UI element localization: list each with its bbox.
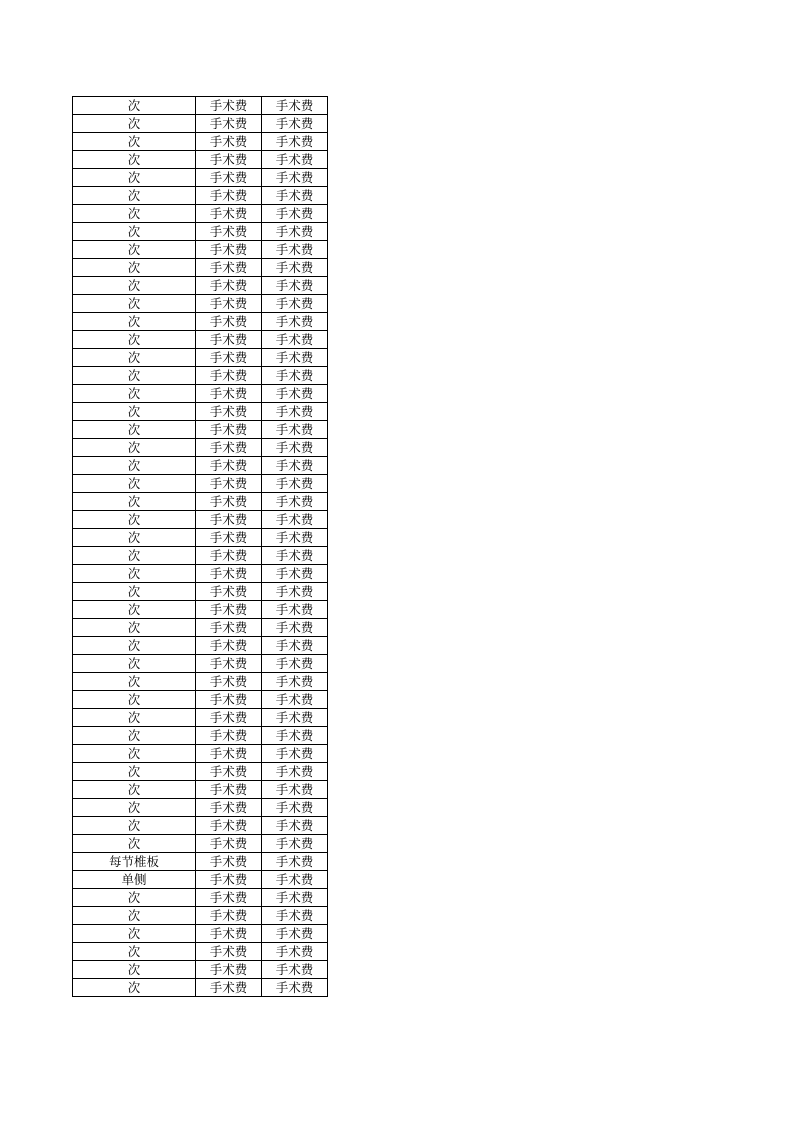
unit-cell: 次	[73, 619, 196, 637]
table-row	[73, 709, 328, 727]
fee-type-cell: 手术费	[262, 187, 328, 205]
unit-cell: 次	[73, 889, 196, 907]
unit-cell: 次	[73, 511, 196, 529]
unit-cell: 次	[73, 331, 196, 349]
unit-cell: 次	[73, 115, 196, 133]
fee-type-cell: 手术费	[262, 835, 328, 853]
fee-category-cell: 手术费	[196, 97, 262, 115]
unit-cell: 次	[73, 637, 196, 655]
fee-category-cell: 手术费	[196, 637, 262, 655]
fee-type-cell: 手术费	[262, 583, 328, 601]
table-row	[73, 277, 328, 295]
fee-category-cell: 手术费	[196, 529, 262, 547]
unit-cell: 次	[73, 979, 196, 997]
fee-type-cell: 手术费	[262, 871, 328, 889]
fee-category-cell: 手术费	[196, 241, 262, 259]
unit-cell: 次	[73, 817, 196, 835]
unit-cell: 次	[73, 457, 196, 475]
table-row	[73, 457, 328, 475]
unit-cell: 次	[73, 691, 196, 709]
table-row	[73, 313, 328, 331]
table-row	[73, 241, 328, 259]
fee-type-cell: 手术费	[262, 313, 328, 331]
fee-table-body	[73, 97, 328, 997]
unit-cell: 次	[73, 799, 196, 817]
table-row	[73, 781, 328, 799]
fee-category-cell: 手术费	[196, 493, 262, 511]
table-row	[73, 115, 328, 133]
unit-cell: 次	[73, 745, 196, 763]
unit-cell: 次	[73, 601, 196, 619]
unit-cell: 次	[73, 529, 196, 547]
table-row	[73, 493, 328, 511]
unit-cell: 每节椎板	[73, 853, 196, 871]
fee-category-cell: 手术费	[196, 115, 262, 133]
table-row	[73, 385, 328, 403]
fee-category-cell: 手术费	[196, 151, 262, 169]
fee-category-cell: 手术费	[196, 745, 262, 763]
table-row	[73, 853, 328, 871]
table-row	[73, 133, 328, 151]
fee-type-cell: 手术费	[262, 169, 328, 187]
unit-cell: 次	[73, 97, 196, 115]
unit-cell: 次	[73, 925, 196, 943]
table-row	[73, 961, 328, 979]
fee-type-cell: 手术费	[262, 673, 328, 691]
fee-type-cell: 手术费	[262, 547, 328, 565]
unit-cell: 次	[73, 151, 196, 169]
fee-category-cell: 手术费	[196, 565, 262, 583]
fee-type-cell: 手术费	[262, 799, 328, 817]
fee-type-cell: 手术费	[262, 907, 328, 925]
unit-cell: 次	[73, 259, 196, 277]
fee-type-cell: 手术费	[262, 925, 328, 943]
unit-cell: 次	[73, 277, 196, 295]
fee-type-cell: 手术费	[262, 565, 328, 583]
fee-type-cell: 手术费	[262, 961, 328, 979]
unit-cell: 次	[73, 547, 196, 565]
unit-cell: 次	[73, 187, 196, 205]
fee-category-cell: 手术费	[196, 349, 262, 367]
unit-cell: 次	[73, 313, 196, 331]
fee-type-cell: 手术费	[262, 763, 328, 781]
fee-type-cell: 手术费	[262, 475, 328, 493]
fee-type-cell: 手术费	[262, 817, 328, 835]
fee-category-cell: 手术费	[196, 709, 262, 727]
fee-category-cell: 手术费	[196, 835, 262, 853]
fee-type-cell: 手术费	[262, 259, 328, 277]
unit-cell: 次	[73, 763, 196, 781]
fee-category-cell: 手术费	[196, 781, 262, 799]
fee-type-cell: 手术费	[262, 439, 328, 457]
fee-type-cell: 手术费	[262, 979, 328, 997]
fee-category-cell: 手术费	[196, 367, 262, 385]
fee-category-cell: 手术费	[196, 619, 262, 637]
fee-type-cell: 手术费	[262, 853, 328, 871]
table-row	[73, 619, 328, 637]
fee-type-cell: 手术费	[262, 709, 328, 727]
unit-cell: 次	[73, 241, 196, 259]
fee-type-cell: 手术费	[262, 241, 328, 259]
fee-category-cell: 手术费	[196, 943, 262, 961]
fee-type-cell: 手术费	[262, 331, 328, 349]
unit-cell: 次	[73, 169, 196, 187]
fee-category-cell: 手术费	[196, 763, 262, 781]
table-row	[73, 295, 328, 313]
fee-category-cell: 手术费	[196, 475, 262, 493]
fee-type-cell: 手术费	[262, 457, 328, 475]
unit-cell: 次	[73, 727, 196, 745]
table-row	[73, 367, 328, 385]
unit-cell: 次	[73, 385, 196, 403]
fee-category-cell: 手术费	[196, 691, 262, 709]
unit-cell: 次	[73, 475, 196, 493]
table-row	[73, 745, 328, 763]
unit-cell: 次	[73, 349, 196, 367]
table-row	[73, 169, 328, 187]
fee-type-cell: 手术费	[262, 205, 328, 223]
fee-category-cell: 手术费	[196, 547, 262, 565]
table-row	[73, 529, 328, 547]
fee-type-cell: 手术费	[262, 349, 328, 367]
table-row	[73, 439, 328, 457]
fee-category-cell: 手术费	[196, 871, 262, 889]
fee-category-cell: 手术费	[196, 673, 262, 691]
fee-type-cell: 手术费	[262, 691, 328, 709]
fee-category-cell: 手术费	[196, 727, 262, 745]
table-row	[73, 871, 328, 889]
fee-category-cell: 手术费	[196, 799, 262, 817]
fee-category-cell: 手术费	[196, 925, 262, 943]
fee-type-cell: 手术费	[262, 727, 328, 745]
table-row	[73, 205, 328, 223]
fee-type-cell: 手术费	[262, 655, 328, 673]
table-row	[73, 349, 328, 367]
table-row	[73, 655, 328, 673]
table-row	[73, 259, 328, 277]
unit-cell: 次	[73, 781, 196, 799]
fee-type-cell: 手术费	[262, 367, 328, 385]
fee-category-cell: 手术费	[196, 457, 262, 475]
unit-cell: 单侧	[73, 871, 196, 889]
table-row	[73, 511, 328, 529]
table-row	[73, 331, 328, 349]
fee-category-cell: 手术费	[196, 439, 262, 457]
table-row	[73, 817, 328, 835]
fee-type-cell: 手术费	[262, 511, 328, 529]
table-row	[73, 565, 328, 583]
table-row	[73, 763, 328, 781]
table-row	[73, 673, 328, 691]
fee-type-cell: 手术费	[262, 493, 328, 511]
table-row	[73, 583, 328, 601]
unit-cell: 次	[73, 205, 196, 223]
fee-category-cell: 手术费	[196, 511, 262, 529]
fee-category-cell: 手术费	[196, 259, 262, 277]
unit-cell: 次	[73, 223, 196, 241]
unit-cell: 次	[73, 907, 196, 925]
fee-category-cell: 手术费	[196, 331, 262, 349]
fee-category-cell: 手术费	[196, 889, 262, 907]
table-row	[73, 889, 328, 907]
unit-cell: 次	[73, 583, 196, 601]
fee-category-cell: 手术费	[196, 961, 262, 979]
unit-cell: 次	[73, 133, 196, 151]
table-row	[73, 223, 328, 241]
table-row	[73, 475, 328, 493]
fee-category-cell: 手术费	[196, 853, 262, 871]
unit-cell: 次	[73, 295, 196, 313]
fee-category-cell: 手术费	[196, 223, 262, 241]
fee-type-cell: 手术费	[262, 781, 328, 799]
table-row	[73, 547, 328, 565]
fee-type-cell: 手术费	[262, 403, 328, 421]
table-row	[73, 943, 328, 961]
fee-category-cell: 手术费	[196, 601, 262, 619]
fee-category-cell: 手术费	[196, 583, 262, 601]
table-row	[73, 979, 328, 997]
fee-category-cell: 手术费	[196, 817, 262, 835]
unit-cell: 次	[73, 835, 196, 853]
unit-cell: 次	[73, 367, 196, 385]
table-row	[73, 151, 328, 169]
fee-category-cell: 手术费	[196, 187, 262, 205]
fee-category-cell: 手术费	[196, 313, 262, 331]
fee-type-cell: 手术费	[262, 97, 328, 115]
fee-type-cell: 手术费	[262, 421, 328, 439]
fee-category-cell: 手术费	[196, 133, 262, 151]
unit-cell: 次	[73, 403, 196, 421]
fee-category-cell: 手术费	[196, 655, 262, 673]
fee-type-cell: 手术费	[262, 637, 328, 655]
fee-type-cell: 手术费	[262, 151, 328, 169]
fee-table	[72, 96, 328, 997]
unit-cell: 次	[73, 421, 196, 439]
table-row	[73, 907, 328, 925]
fee-type-cell: 手术费	[262, 133, 328, 151]
fee-type-cell: 手术费	[262, 115, 328, 133]
table-row	[73, 727, 328, 745]
table-row	[73, 97, 328, 115]
fee-category-cell: 手术费	[196, 403, 262, 421]
table-row	[73, 799, 328, 817]
table-row	[73, 835, 328, 853]
fee-category-cell: 手术费	[196, 295, 262, 313]
unit-cell: 次	[73, 565, 196, 583]
fee-category-cell: 手术费	[196, 907, 262, 925]
fee-type-cell: 手术费	[262, 385, 328, 403]
fee-category-cell: 手术费	[196, 169, 262, 187]
unit-cell: 次	[73, 655, 196, 673]
fee-type-cell: 手术费	[262, 223, 328, 241]
fee-type-cell: 手术费	[262, 277, 328, 295]
fee-type-cell: 手术费	[262, 943, 328, 961]
table-row	[73, 637, 328, 655]
unit-cell: 次	[73, 673, 196, 691]
fee-category-cell: 手术费	[196, 421, 262, 439]
fee-category-cell: 手术费	[196, 205, 262, 223]
fee-category-cell: 手术费	[196, 277, 262, 295]
fee-category-cell: 手术费	[196, 979, 262, 997]
table-row	[73, 601, 328, 619]
table-row	[73, 187, 328, 205]
fee-type-cell: 手术费	[262, 745, 328, 763]
fee-type-cell: 手术费	[262, 295, 328, 313]
fee-type-cell: 手术费	[262, 529, 328, 547]
unit-cell: 次	[73, 961, 196, 979]
table-row	[73, 403, 328, 421]
fee-type-cell: 手术费	[262, 619, 328, 637]
unit-cell: 次	[73, 439, 196, 457]
fee-type-cell: 手术费	[262, 601, 328, 619]
table-row	[73, 925, 328, 943]
unit-cell: 次	[73, 493, 196, 511]
table-row	[73, 691, 328, 709]
unit-cell: 次	[73, 709, 196, 727]
unit-cell: 次	[73, 943, 196, 961]
table-row	[73, 421, 328, 439]
fee-category-cell: 手术费	[196, 385, 262, 403]
fee-type-cell: 手术费	[262, 889, 328, 907]
